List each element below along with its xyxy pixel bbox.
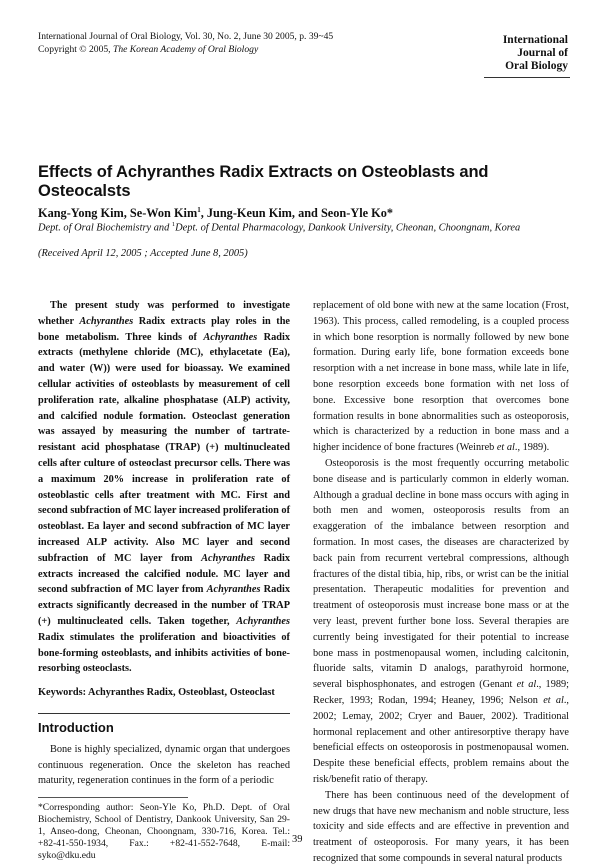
running-header bbox=[38, 30, 333, 56]
article-title: Effects of Achyranthes Radix Extracts on Osteoblasts and Osteocalsts bbox=[38, 163, 489, 200]
body-paragraph: There has been continuous need of the development of new drugs that have new mechanism and noble structure, less toxicity and side effects and are effective in prevention and treatment of osteoporosis. For many years, it has been recognized that some compounds in several natural products bbox=[313, 789, 569, 864]
copyright-line: Copyright © 2005, The Korean Academy of Oral Biology bbox=[38, 44, 259, 55]
journal-logo-line: Oral Biology bbox=[505, 60, 568, 72]
body-paragraph: Osteoporosis is the most frequently occurring metabolic bone disease and is particularly common in elderly woman. Although a gradual decline in bone mass occurs with aging in both men and women, osteoporosis results from an exaggeration of the imbalance between resorption and formation. In most cases, the diseases are characterized by back pain from recurrent vertebral compressions, although fractures of the distal tibia, hip, ribs, or wrist can be the initial presentation. Therapeutic modalities for prevention and treatment of osteoporosis must increase bone mass or at the very least, prevent further bone loss. Several therapies are currently being investigated for their potential to increase bone mass in postmenopausal women, including calcitonin, fluoride salts, vitamin D analogs, parathyroid hormone, several bisphosphonates, and estrogen (Genant et al., 1989; Recker, 1993; Rodan, 1994; Heaney, 1996; Nelson et al., 2002; Lemay, 2002; Cryer and Bauer, 2002). Traditional hormonal replacement and other antiresorptive therapy have beneficial effects on osteoporosis in postmenopausal women. Despite these beneficial effects, problem remains about the risk/benefit ratio of therapy. bbox=[313, 457, 570, 785]
affiliation: Dept. of Oral Biochemistry and $^1$Dept. of Dental Pharmacology, Dankook University, Cheonan, Choongnam, Korea bbox=[38, 221, 521, 234]
journal-logo-line: International bbox=[502, 34, 568, 46]
journal-citation: International Journal of Oral Biology, Vol. 30, No. 2, June 30 2005, p. 39~45 bbox=[38, 31, 334, 42]
section-heading-introduction: Introduction bbox=[38, 719, 114, 735]
abstract: The present study was performed to investigate whether Achyranthes Radix extracts play roles in the bone metabolism. Three kinds of Achyranthes Radix extracts (methylene chloride (MC), ethylacetate (Ea), and water (W)) were used for bioassay. We examined cellular activities of osteoblasts by measurement of cell proliferation rate, alkaline phosphatase (ALP) activity, and calcified nodule formation. Osteoclast generation was assayed by measuring the number of tartrate-resistant acid phosphatase (TRAP) (+) multinucleated cells after culture of osteoclast precursor cells. There was a maximum 20% increase in proliferation rate of osteoblastic cells after treatment with MC. First and second subfraction of MC layer increased proliferation of osteoblast. Ea layer and second subfraction of MC layer increased ALP activity. Also MC layer and second subfraction of MC layer from Achyranthes Radix extracts increased the calcified nodule. MC layer and second subfraction of MC layer from Achyranthes Radix extracts significantly decreased in the number of TRAP (+) multinucleated cells. Taken together, Achyranthes Radix stimulates the proliferation and bioactivities of bone-forming osteoblasts, and inhibits activities of bone-resorbing osteoclasts. bbox=[38, 300, 290, 675]
keywords: Keywords: Achyranthes Radix, Osteoblast, Osteoclast bbox=[38, 687, 275, 699]
author-list: Kang-Yong Kim, Se-Won Kim$^1$, Jung-Keun Kim, and Seon-Yle Ko* bbox=[38, 206, 394, 221]
corresponding-author-footnote: *Corresponding author: Seon-Yle Ko, Ph.D. Dept. of Oral Biochemistry, School of Dentistry, Dankook University, San 29-1, Anseo-dong, Cheonan, Choongnam, 330-716, Korea. Tel.: +82-41-550-1934, Fax.: +82-41-552-7648, E-mail: syko@dku.edu bbox=[38, 802, 290, 862]
journal-logo-box bbox=[484, 34, 568, 73]
footnote-rule bbox=[38, 797, 188, 798]
journal-logo-line: Journal of bbox=[517, 47, 568, 59]
left-column bbox=[38, 298, 290, 862]
received-dates: (Received April 12, 2005 ; Accepted June 8, 2005) bbox=[38, 248, 248, 259]
section-rule bbox=[38, 713, 290, 714]
body-paragraph: replacement of old bone with new at the same location (Frost, 1963). This process, called remodeling, is a coupled process in which bone resorption is normally followed by new bone formation. During early life, bone formation exceeds bone resorption with a net increase in bone mass, while late in life, bone resorption exceeds bone formation with net loss of bone. Excessive bone resorption that overcomes bone formation results in bone abnormalities such as osteoporosis, which is characterized by a reduction in bone mass and a higher incidence of bone fractures (Weinreb et al., 1989). bbox=[313, 300, 569, 454]
intro-paragraph: Bone is highly specialized, dynamic organ that undergoes continuous regeneration. Once the skeleton has reached maturity, regeneration continues in the form of a periodic bbox=[38, 743, 290, 787]
right-column bbox=[313, 298, 569, 867]
journal-logo-rule bbox=[484, 77, 570, 78]
publisher-name: The Korean Academy of Oral Biology bbox=[112, 44, 259, 55]
page-number: 39 bbox=[292, 834, 303, 845]
